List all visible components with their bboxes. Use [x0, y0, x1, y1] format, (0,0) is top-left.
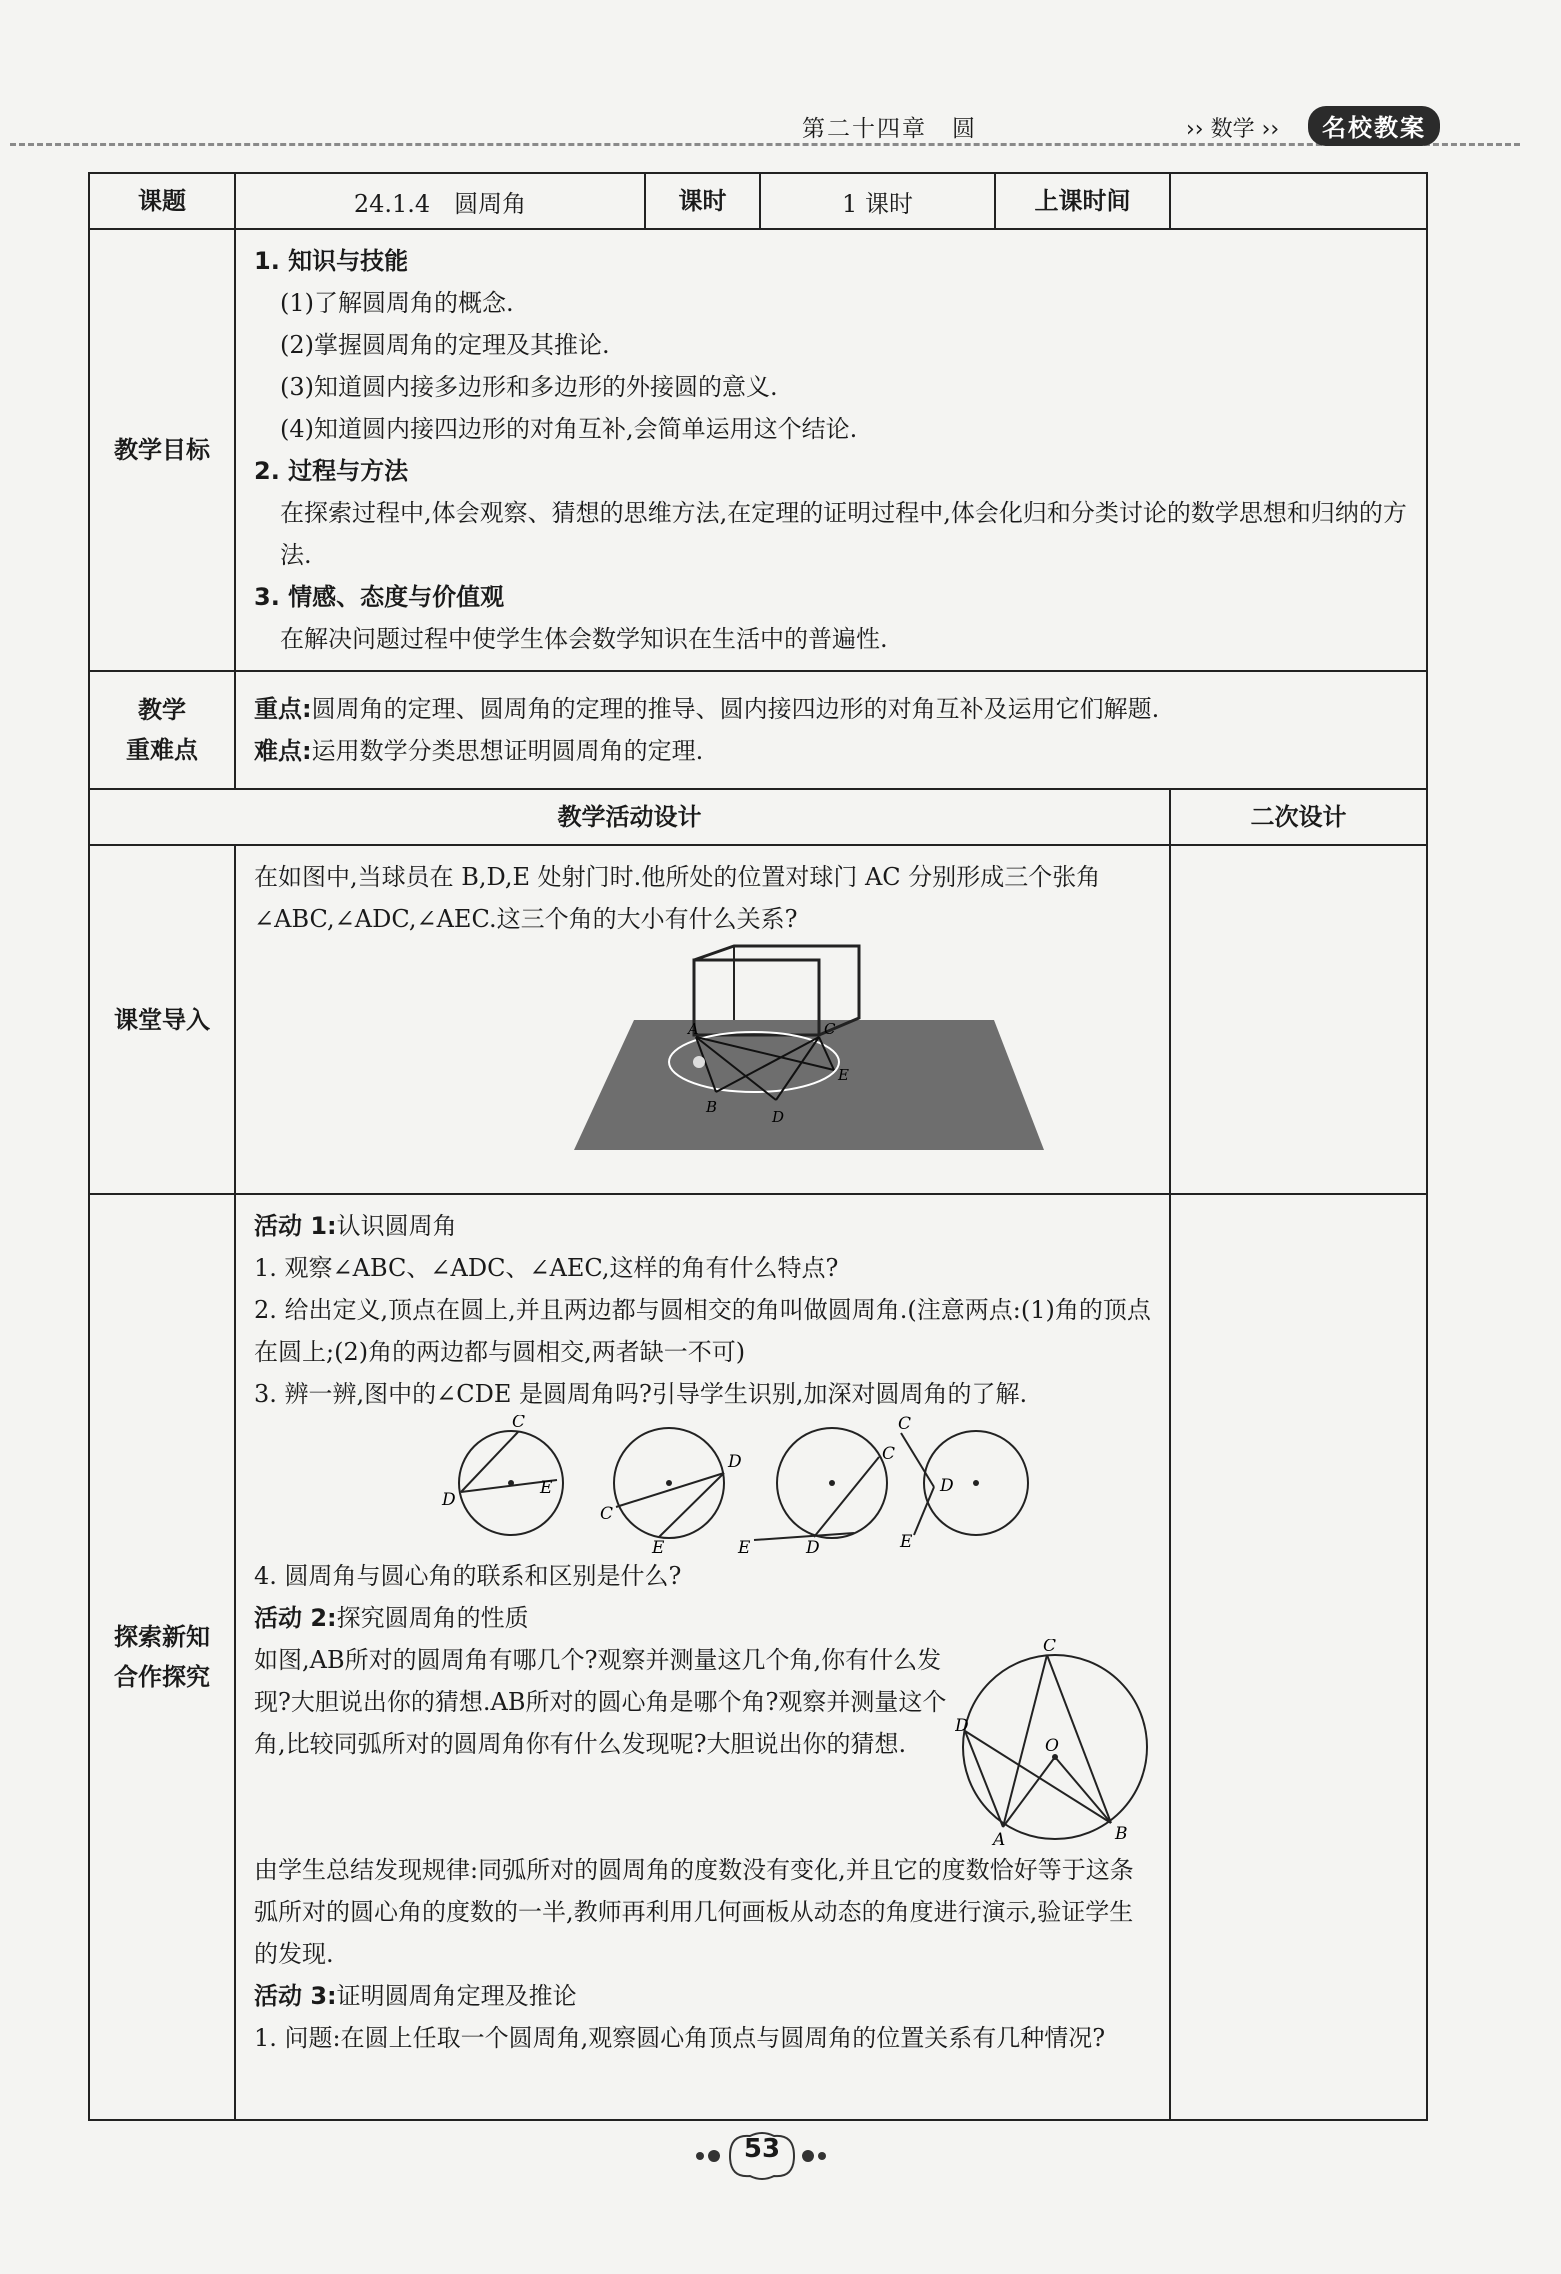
fig-label: D — [728, 1452, 742, 1472]
page-header — [0, 100, 1561, 160]
second-design-title: 二次设计 — [1170, 789, 1427, 845]
keypoints-label-1: 教学 — [138, 696, 186, 724]
center-dot — [508, 1480, 514, 1486]
keypoints-content — [235, 671, 1427, 789]
fig-label: C — [898, 1415, 912, 1434]
goal-item: (3)知道圆内接多边形和多边形的外接圆的意义. — [280, 373, 778, 401]
fig-label: A — [993, 1830, 1006, 1849]
intro-row — [89, 845, 1427, 1194]
fig-label: C — [1043, 1639, 1057, 1656]
act1-name: 认识圆周角 — [336, 1212, 457, 1240]
point-label: A — [688, 1020, 699, 1038]
fig-label: E — [900, 1532, 913, 1552]
question-4: 4. 圆周角与圆心角的联系和区别是什么? — [254, 1562, 682, 1590]
fig-label: E — [652, 1538, 665, 1555]
page-number: 53 — [743, 2134, 781, 2164]
key-text: 圆周角的定理、圆周角的定理的推导、圆内接四边形的对角互补及运用它们解题. — [311, 695, 1160, 723]
subject-label: ›› 数学 ›› — [1180, 112, 1285, 143]
topic-row — [89, 173, 1427, 229]
act2-label: 活动 2: — [254, 1604, 337, 1632]
fig-label: E — [540, 1478, 553, 1498]
center-dot — [666, 1480, 672, 1486]
goal-item: (1)了解圆周角的概念. — [280, 289, 514, 317]
activity-2-text: 如图,AB所对的圆周角有哪几个?观察并测量这几个角,你有什么发现?大胆说出你的猜想.AB所对的圆心角是哪个角?观察并测量这个角,比较同弧所对的圆周角你有什么发现呢?大胆说出你的猜想. — [254, 1646, 947, 1758]
goal-item: (4)知道圆内接四边形的对角互补,会简单运用这个结论. — [280, 415, 858, 443]
key-label: 重点: — [254, 695, 312, 723]
goal-heading-3: 3. 情感、态度与价值观 — [254, 583, 505, 611]
activity-3-title — [254, 1975, 1155, 2017]
goals-label: 教学目标 — [89, 229, 235, 671]
explore-second-design — [1170, 1194, 1427, 2120]
tangent-line — [754, 1533, 854, 1540]
goal-heading-2: 2. 过程与方法 — [254, 457, 409, 485]
explore-row — [89, 1194, 1427, 2120]
header-rule — [10, 143, 1520, 146]
keypoints-row — [89, 671, 1427, 789]
question-2: 2. 给出定义,顶点在圆上,并且两边都与圆相交的角叫做圆周角.(注意两点:(1)角的顶点在圆上;(2)角的两边都与圆相交,两者缺一不可) — [254, 1296, 1151, 1366]
question-5: 1. 问题:在圆上任取一个圆周角,观察圆心角顶点与圆周角的位置关系有几种情况? — [254, 2024, 1106, 2052]
act2-name: 探究圆周角的性质 — [336, 1604, 529, 1632]
intro-label: 课堂导入 — [89, 845, 235, 1194]
topic-value: 24.1.4 圆周角 — [235, 173, 645, 229]
diff-text: 运用数学分类思想证明圆周角的定理. — [311, 737, 704, 765]
goals-content — [235, 229, 1427, 671]
activity-2-summary: 由学生总结发现规律:同弧所对的圆周角的度数没有变化,并且它的度数恰好等于这条弧所对的圆心角的度数的一半,教师再利用几何画板从动态的角度进行演示,验证学生的发现. — [254, 1856, 1134, 1968]
hours-label: 课时 — [645, 173, 760, 229]
fig-label: C — [882, 1444, 896, 1464]
explore-label-2: 合作探究 — [114, 1663, 210, 1691]
fig-label: C — [600, 1504, 614, 1524]
player-icon — [693, 1056, 705, 1068]
diff-label: 难点: — [254, 737, 312, 765]
page-number-badge — [690, 2128, 830, 2188]
question-1: 1. 观察∠ABC、∠ADC、∠AEC,这样的角有什么特点? — [254, 1254, 839, 1282]
point-label: C — [824, 1020, 836, 1038]
activity-2-block — [254, 1639, 1155, 1849]
goal-item: 在探索过程中,体会观察、猜想的思维方法,在定理的证明过程中,体会化归和分类讨论的数学思想和归纳的方法. — [280, 499, 1407, 569]
fig-label: B — [1115, 1824, 1128, 1844]
circle-figures — [254, 1415, 1155, 1555]
question-3: 3. 辨一辨,图中的∠CDE 是圆周角吗?引导学生识别,加深对圆周角的了解. — [254, 1380, 1028, 1408]
keypoints-label — [89, 671, 235, 789]
explore-content — [235, 1194, 1170, 2120]
chord — [814, 1457, 879, 1537]
circle-figures-svg — [254, 1415, 1194, 1555]
line-ob — [1055, 1757, 1111, 1823]
design-header-row — [89, 789, 1427, 845]
time-label: 上课时间 — [995, 173, 1170, 229]
brand-badge: 名校教案 — [1308, 106, 1440, 146]
goals-row — [89, 229, 1427, 671]
keypoints-label-2: 重难点 — [126, 736, 198, 764]
fig-label: D — [806, 1538, 820, 1555]
center-dot — [973, 1480, 979, 1486]
key-point — [254, 688, 1412, 730]
fig-label: D — [442, 1490, 456, 1510]
difficult-point — [254, 730, 1412, 772]
goal-field-figure — [254, 940, 1294, 1170]
act1-label: 活动 1: — [254, 1212, 337, 1240]
chapter-title: 第二十四章 圆 — [790, 110, 989, 143]
goal-item: (2)掌握圆周角的定理及其推论. — [280, 331, 610, 359]
topic-label: 课题 — [89, 173, 235, 229]
intro-content — [235, 845, 1170, 1194]
center-dot — [829, 1480, 835, 1486]
design-title: 教学活动设计 — [89, 789, 1170, 845]
inscribed-angle-figure — [955, 1639, 1155, 1849]
fig-label: D — [955, 1716, 969, 1736]
activity-2-title — [254, 1597, 1155, 1639]
point-label: D — [772, 1108, 785, 1126]
explore-label-1: 探索新知 — [114, 1623, 210, 1651]
line-ca — [1003, 1655, 1047, 1827]
fig-label: E — [738, 1538, 751, 1555]
activity-1-title — [254, 1205, 1155, 1247]
goal-item: 在解决问题过程中使学生体会数学知识在生活中的普遍性. — [280, 625, 888, 653]
time-value — [1170, 173, 1427, 229]
point-label: E — [838, 1066, 849, 1084]
fig-label: O — [1045, 1736, 1059, 1756]
fig-label: C — [512, 1415, 526, 1432]
lesson-plan-table — [88, 172, 1428, 2121]
intro-text: 在如图中,当球员在 B,D,E 处射门时.他所处的位置对球门 AC 分别形成三个张角∠ABC,∠ADC,∠AEC.这三个角的大小有什么关系? — [254, 863, 1101, 933]
point-label: B — [706, 1098, 718, 1116]
line-da — [965, 1731, 1003, 1827]
hours-value: 1 课时 — [760, 173, 995, 229]
explore-label — [89, 1194, 235, 2120]
act3-label: 活动 3: — [254, 1982, 337, 2010]
act3-name: 证明圆周角定理及推论 — [336, 1982, 577, 2010]
goal-heading-1: 1. 知识与技能 — [254, 247, 409, 275]
fig-label: D — [940, 1476, 954, 1496]
line-oa — [1003, 1757, 1055, 1827]
